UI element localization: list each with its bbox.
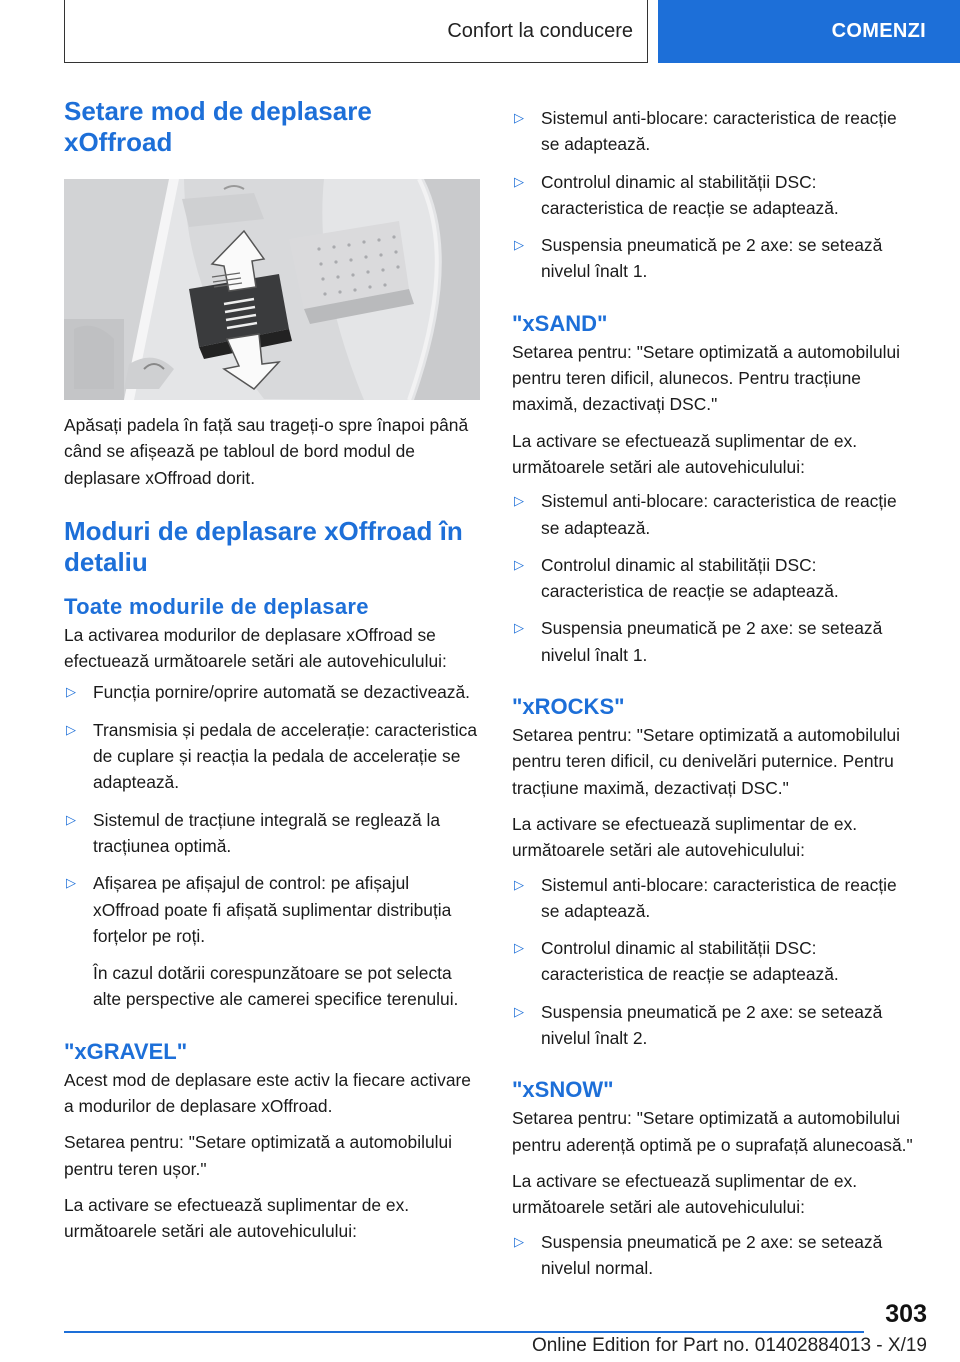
header-chapter-tab	[658, 0, 960, 63]
paddle-instruction: Apăsați padela în față sau trageți-o spre înapoi până când se afișează pe tabloul de bord modul de deplasare xOffroad dorit.	[64, 415, 469, 488]
list-item: ▷ Sistemul anti-blocare: caracteristica de reacție se adaptează.	[512, 488, 914, 541]
list-item: ▷ Sistemul anti-blocare: caracteristica de reacție se adaptează.	[512, 872, 914, 925]
list-item: ▷ Afișarea pe afișajul de control: pe afișajul xOffroad poate fi afișată suplimentar distribuția forțelor pe roți. În cazul dotării corespunzătoare se pot selecta alte perspective ale camerei specifice terenului.	[64, 870, 480, 1012]
triangle-right-icon: ▷	[66, 684, 76, 700]
header-chapter-label: COMENZI	[831, 20, 926, 42]
triangle-right-icon: ▷	[514, 876, 524, 892]
list-item: ▷ Controlul dinamic al stabilității DSC: caracteristica de reacție se adaptează.	[512, 552, 914, 605]
list-item: ▷ Sistemul anti-blocare: caracteristica de reacție se adaptează.	[512, 105, 914, 158]
gravel-title: "xGRAVEL"	[64, 1038, 188, 1064]
all-modes-list	[64, 679, 480, 1012]
snow-list	[512, 1229, 914, 1282]
triangle-right-icon: ▷	[514, 556, 524, 572]
triangle-right-icon: ▷	[514, 1003, 524, 1019]
section-title: Setare mod de deplasare xOffroad	[64, 96, 372, 157]
list-item: ▷ Suspensia pneumatică pe 2 axe: se setează nivelul înalt 2.	[512, 999, 914, 1052]
triangle-right-icon: ▷	[514, 237, 524, 253]
footer-divider	[64, 1331, 864, 1333]
list-item: ▷ Sistemul de tracțiune integrală se reglează la tracțiunea optimă.	[64, 807, 480, 860]
list-item: ▷ Suspensia pneumatică pe 2 axe: se setează nivelul normal.	[512, 1229, 914, 1282]
gravel-activation: La activare se efectuează suplimentar de ex. următoarele setări ale autovehiculului:	[64, 1194, 410, 1242]
triangle-right-icon: ▷	[514, 1233, 524, 1249]
list-item: ▷ Controlul dinamic al stabilității DSC: caracteristica de reacție se adaptează.	[512, 935, 914, 988]
header-section-label: Confort la conducere	[447, 19, 633, 42]
right-column	[512, 105, 914, 1281]
all-modes-intro: La activarea modurilor de deplasare xOffroad se efectuează următoarele setări ale autovehiculului:	[64, 624, 447, 672]
modes-detail-title: Moduri de deplasare xOffroad în detaliu	[64, 515, 463, 577]
triangle-right-icon: ▷	[66, 721, 76, 737]
rocks-title: "xROCKS"	[512, 694, 625, 720]
gravel-setting: Setarea pentru: "Setare optimizată a automobilului pentru teren ușor."	[64, 1132, 453, 1179]
list-item: ▷ Transmisia și pedala de accelerație: caracteristica de cuplare și reacția la pedala de accelerație se adaptează.	[64, 717, 480, 796]
gravel-description: Acest mod de deplasare este activ la fiecare activare a modurilor de deplasare xOffroad.	[64, 1069, 471, 1117]
list-item: ▷ Suspensia pneumatică pe 2 axe: se setează nivelul înalt 1.	[512, 615, 914, 668]
page-number: 303	[885, 1300, 927, 1328]
triangle-right-icon: ▷	[66, 875, 76, 891]
triangle-right-icon: ▷	[514, 940, 524, 956]
gravel-list	[512, 105, 914, 285]
snow-title: "xSNOW"	[512, 1077, 614, 1103]
paddle-illustration	[64, 179, 480, 400]
sand-list	[512, 488, 914, 668]
list-item: ▷ Funcția pornire/oprire automată se dezactivează.	[64, 679, 480, 705]
sand-title: "xSAND"	[512, 310, 608, 336]
list-item: ▷ Controlul dinamic al stabilității DSC: caracteristica de reacție se adaptează.	[512, 169, 914, 222]
snow-setting: Setarea pentru: "Setare optimizată a automobilului pentru aderență optimă pe o suprafață alunecoasă."	[512, 1108, 913, 1155]
rocks-setting: Setarea pentru: "Setare optimizată a automobilului pentru teren dificil, cu denivelări puternice. Pentru tracțiune maximă, dezactivați DSC."	[512, 725, 901, 798]
triangle-right-icon: ▷	[66, 811, 76, 827]
camera-perspectives-note: În cazul dotării corespunzătoare se pot selecta alte perspective ale camerei specifice terenului.	[93, 963, 459, 1010]
xoffroad-paddle-photo	[64, 179, 480, 400]
all-modes-title: Toate modurile de deplasare	[64, 593, 369, 619]
rocks-activation: La activare se efectuează suplimentar de ex. următoarele setări ale autovehiculului:	[512, 813, 858, 861]
left-column	[64, 96, 480, 1245]
triangle-right-icon: ▷	[514, 493, 524, 509]
sand-setting: Setarea pentru: "Setare optimizată a automobilului pentru teren dificil, alunecos. Pentru tracțiune maximă, dezactivați DSC."	[512, 341, 901, 415]
triangle-right-icon: ▷	[514, 173, 524, 189]
triangle-right-icon: ▷	[514, 110, 524, 125]
snow-activation: La activare se efectuează suplimentar de ex. următoarele setări ale autovehiculului:	[512, 1170, 858, 1218]
list-item: ▷ Suspensia pneumatică pe 2 axe: se setează nivelul înalt 1.	[512, 232, 914, 285]
triangle-right-icon: ▷	[514, 620, 524, 636]
edition-footer: Online Edition for Part no. 01402884013 - X/19	[531, 1335, 927, 1356]
sand-activation: La activare se efectuează suplimentar de ex. următoarele setări ale autovehiculului:	[512, 430, 858, 477]
header-section-tab	[64, 0, 648, 63]
rocks-list	[512, 872, 914, 1052]
